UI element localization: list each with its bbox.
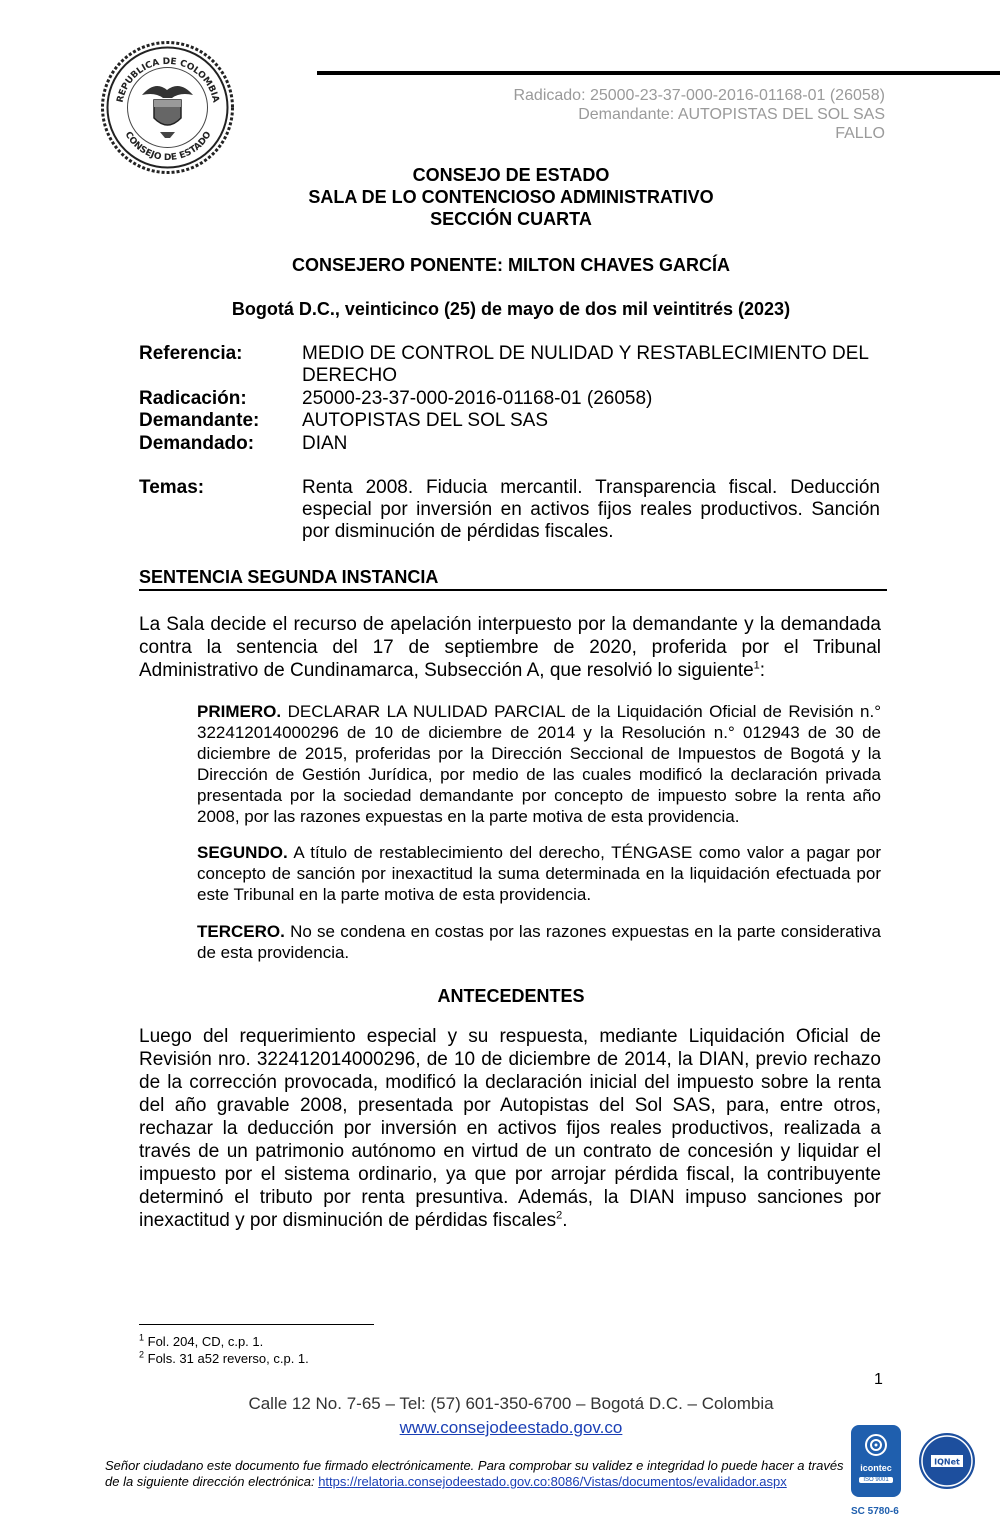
seal-top-text: REPUBLICA DE COLOMBIA — [115, 56, 221, 104]
intro-end: : — [759, 660, 766, 681]
resolution-tercero — [197, 921, 881, 963]
footnote-1 — [139, 1334, 263, 1350]
demandante-label: Demandante: — [139, 410, 260, 431]
signature-notice — [105, 1458, 845, 1490]
antecedentes-end: . — [562, 1210, 568, 1231]
footer-website-line — [0, 1417, 1000, 1439]
temas-value: Renta 2008. Fiducia mercantil. Transparencia fiscal. Deducción especial por inversión en activos fijos reales productivos. Sanción por disminución de pérdidas fiscales. — [302, 477, 880, 542]
resolution-primero — [197, 701, 881, 827]
resolution-segundo — [197, 842, 881, 905]
footnote-2-text: Fols. 31 a52 reverso, c.p. 1. — [147, 1351, 309, 1366]
header-radicado: Radicado: 25000-23-37-000-2016-01168-01 (26058) — [513, 87, 885, 104]
footnote-ref-2[interactable]: 2 — [556, 1209, 563, 1222]
referencia-label: Referencia: — [139, 343, 243, 364]
header-document-type: FALLO — [835, 125, 885, 142]
ponente-line: CONSEJERO PONENTE: MILTON CHAVES GARCÍA — [291, 255, 731, 275]
footnote-2 — [139, 1351, 309, 1367]
court-chamber: SALA DE LO CONTENCIOSO ADMINISTRATIVO — [308, 187, 714, 207]
segundo-label: SEGUNDO. — [197, 843, 288, 862]
segundo-text: A título de restablecimiento del derecho, TÉNGASE como valor a pagar por concepto de sanción por inexactitud la suma determinada en la liquidación efectuada por este Tribunal en la parte motiva de esta providencia. — [197, 843, 881, 904]
tercero-label: TERCERO. — [197, 922, 285, 941]
footnote-ref-1[interactable]: 1 — [753, 659, 760, 672]
demandante-value: AUTOPISTAS DEL SOL SAS — [302, 410, 549, 431]
temas-label: Temas: — [139, 477, 205, 498]
footer-website-link[interactable]: www.consejodeestado.gov.co — [399, 1418, 623, 1437]
header-rule — [317, 71, 1000, 75]
iqnet-label: IQNet — [934, 1457, 960, 1467]
footnote-1-text: Fol. 204, CD, c.p. 1. — [147, 1334, 264, 1349]
icontec-logo — [851, 1425, 901, 1497]
iqnet-logo — [919, 1433, 975, 1489]
icontec-name: icontec — [860, 1463, 892, 1473]
primero-label: PRIMERO. — [197, 702, 282, 721]
date-line: Bogotá D.C., veinticinco (25) de mayo de dos mil veintitrés (2023) — [231, 299, 791, 319]
footnote-2-num: 2 — [139, 1349, 145, 1360]
court-title: CONSEJO DE ESTADO — [412, 165, 610, 185]
radicacion-value: 25000-23-37-000-2016-01168-01 (26058) — [302, 388, 653, 409]
footnote-1-num: 1 — [139, 1332, 145, 1343]
demandado-value: DIAN — [302, 433, 348, 454]
primero-text: DECLARAR LA NULIDAD PARCIAL de la Liquidación Oficial de Revisión n.° 322412014000296 de 10 de diciembre de 2014 y la Resolución n.° 012943 de 30 de diciembre de 2015, proferidas por la Dirección Seccional de Impuestos de Bogotá y la Dirección de Gestión Jurídica, por medio de las cuales modificó la declaración privada presentada por la sociedad demandante por concepto de impuesto sobre la renta año 2008, por las razones expuestas en la parte motiva de esta providencia. — [197, 702, 881, 826]
intro-paragraph — [139, 613, 881, 682]
notice-line-2-text: de la siguiente dirección electrónica: — [105, 1474, 315, 1489]
referencia-value: MEDIO DE CONTROL DE NULIDAD Y RESTABLECIMIENTO DEL DERECHO — [302, 343, 869, 386]
icontec-emblem-icon — [851, 1425, 901, 1461]
antecedentes-text: Luego del requerimiento especial y su respuesta, mediante Liquidación Oficial de Revisión nro. 322412014000296, de 10 de diciembre de 2014, la DIAN, previo rechazo de la corrección provocada, modificó la declaración inicial del impuesto sobre la renta del año gravable 2008, presentada por Autopistas del Sol SAS, para, entre otros, rechazar la deducción por inversión en activos fijos reales productivos, realizada a través de un patrimonio autónomo en virtud de un contrato de concesión y liquidar el impuesto por el sistema ordinario, ya que por arrojar pérdida fiscal, la contribuyente determinó el tributo por renta presuntiva. Además, la DIAN impuso sanciones por inexactitud y por disminución de pérdidas fiscales — [139, 1026, 881, 1231]
seal-bottom-text: CONSEJO DE ESTADO — [122, 130, 214, 164]
certification-code: SC 5780-6 — [851, 1506, 899, 1517]
iqnet-emblem-icon — [919, 1433, 975, 1489]
court-section: SECCIÓN CUARTA — [430, 209, 592, 229]
intro-text: La Sala decide el recurso de apelación interpuesto por la demandante y la demandada contra la sentencia del 17 de septiembre de 2020, proferida por el Tribunal Administrativo de Cundinamarca, Subsección A, que resolvió lo siguiente — [139, 614, 881, 681]
footer-address: Calle 12 No. 7-65 – Tel: (57) 601-350-6700 – Bogotá D.C. – Colombia — [248, 1394, 774, 1413]
validator-link[interactable]: https://relatoria.consejodeestado.gov.co:8086/Vistas/documentos/evalidador.aspx — [318, 1474, 787, 1489]
notice-line-2 — [105, 1474, 845, 1490]
antecedentes-paragraph — [139, 1025, 881, 1232]
consejo-de-estado-seal — [100, 40, 235, 175]
sentencia-heading: SENTENCIA SEGUNDA INSTANCIA — [139, 566, 887, 591]
demandado-label: Demandado: — [139, 433, 255, 454]
tercero-text: No se condena en costas por las razones expuestas en la parte considerativa de esta providencia. — [197, 922, 881, 962]
footnote-rule — [139, 1324, 374, 1325]
radicacion-label: Radicación: — [139, 388, 247, 409]
notice-line-1: Señor ciudadano este documento fue firmado electrónicamente. Para comprobar su validez e integridad lo puede hacer a través — [105, 1458, 844, 1473]
header-demandante: Demandante: AUTOPISTAS DEL SOL SAS — [578, 106, 885, 123]
icontec-iso: ISO 9001 — [859, 1477, 893, 1483]
page-number: 1 — [874, 1371, 883, 1388]
antecedentes-heading: ANTECEDENTES — [437, 986, 585, 1006]
